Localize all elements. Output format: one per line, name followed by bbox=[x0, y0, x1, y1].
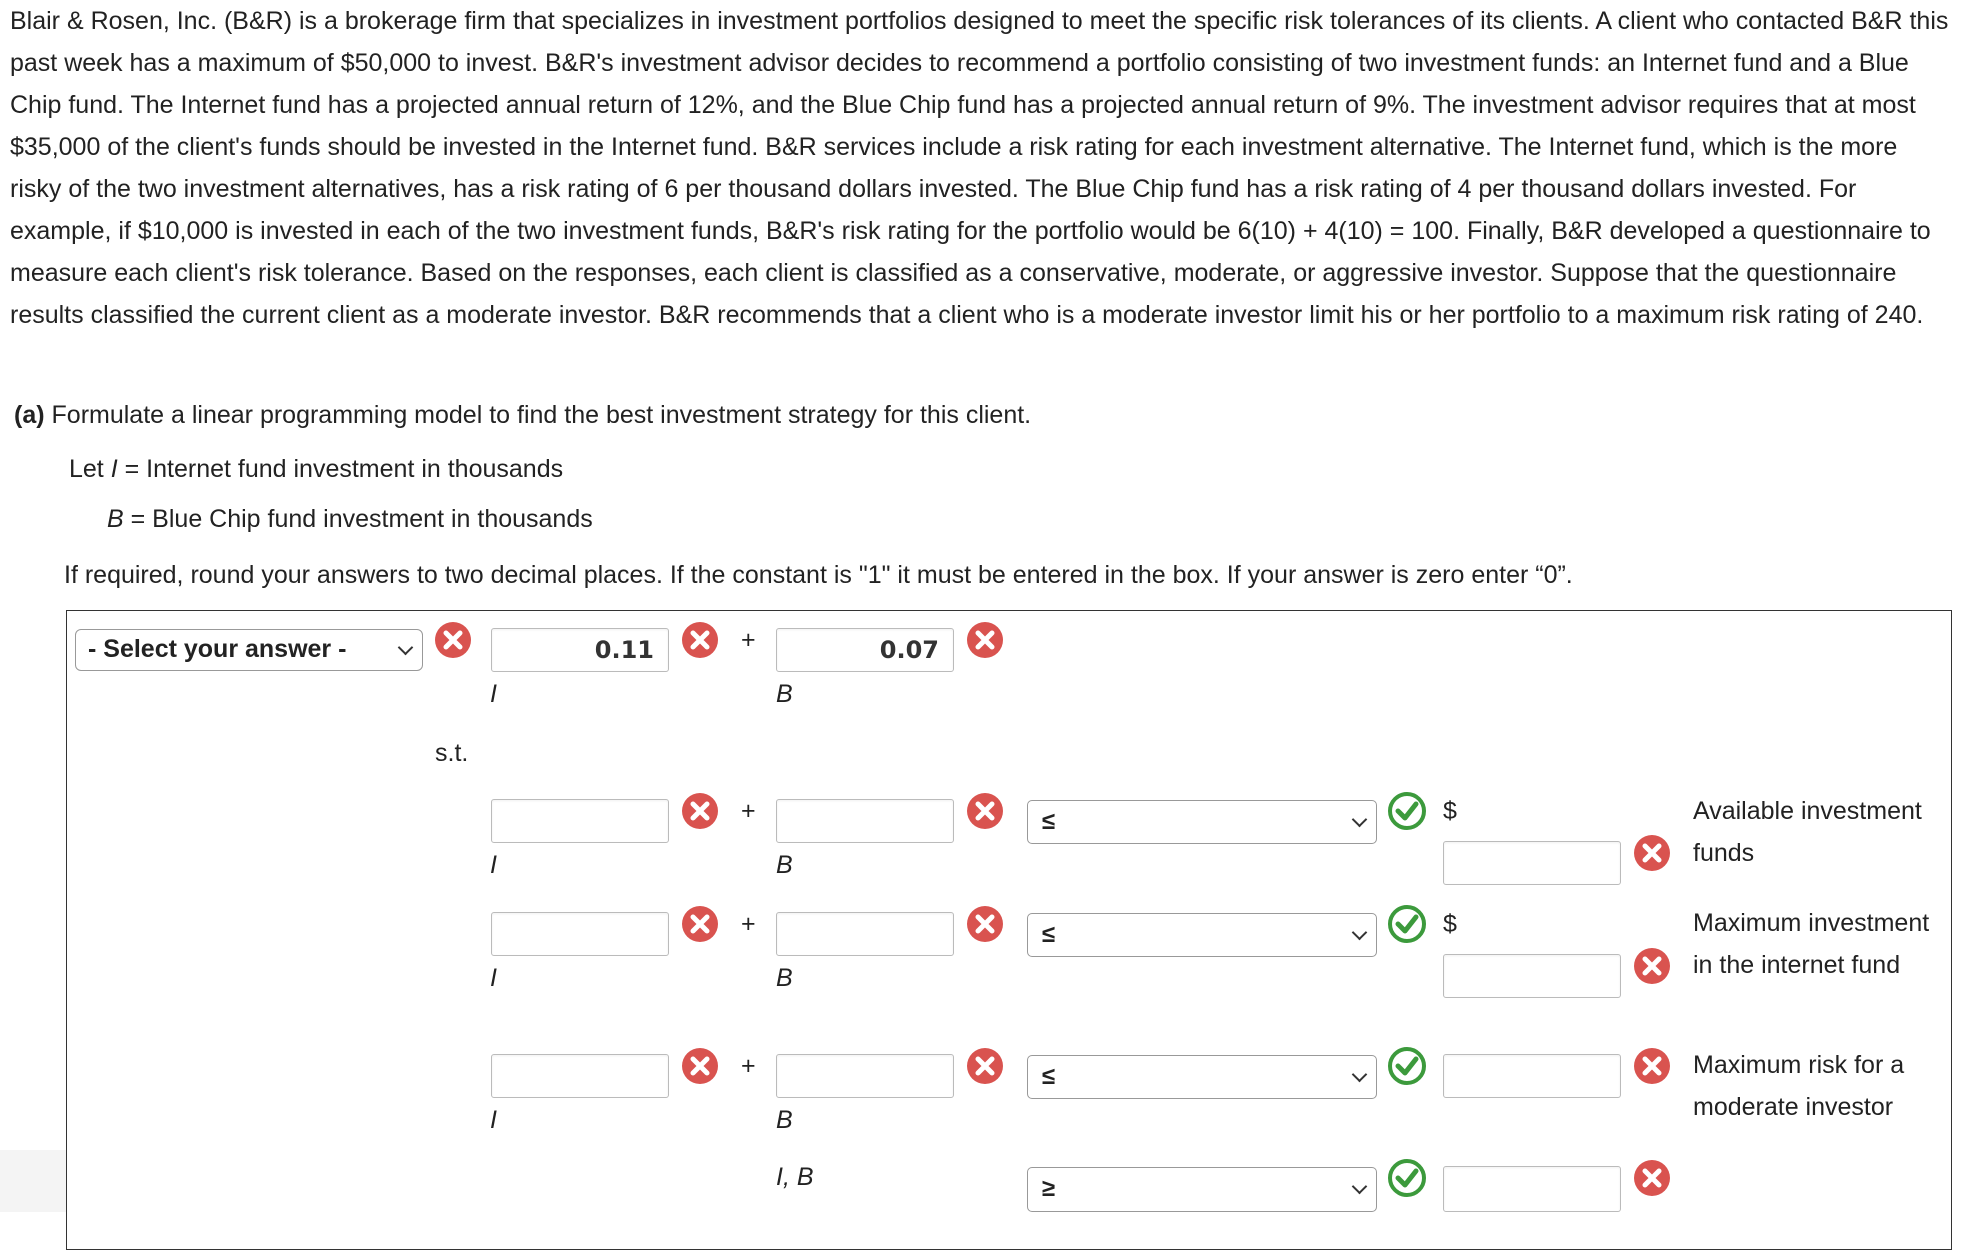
constraint1-relation-select[interactable]: ≤ bbox=[1027, 800, 1377, 844]
constraint1-description: Available investment funds bbox=[1693, 797, 1922, 867]
chevron-down-icon bbox=[1352, 812, 1368, 828]
objective-select[interactable]: - Select your answer - bbox=[75, 629, 423, 671]
chevron-down-icon bbox=[398, 640, 414, 656]
x-icon bbox=[680, 1046, 720, 1086]
constraint2-description: Maximum investment in the internet fund bbox=[1693, 909, 1930, 979]
x-icon bbox=[1632, 833, 1672, 873]
check-icon bbox=[1387, 904, 1427, 944]
x-icon bbox=[680, 620, 720, 660]
let-i-line: Let I = Internet fund investment in thousands bbox=[69, 455, 564, 483]
x-icon bbox=[680, 791, 720, 831]
objective-i-coef-input[interactable]: 0.11 bbox=[491, 628, 669, 672]
var-i-label: I bbox=[490, 1106, 497, 1134]
question-text: Formulate a linear programming model to find the best investment strategy for this client. bbox=[51, 401, 1032, 429]
var-i-label: I bbox=[490, 964, 497, 992]
constraint2-rhs-input[interactable] bbox=[1443, 954, 1621, 998]
model-panel bbox=[66, 610, 1952, 1250]
var-b-label: B bbox=[776, 680, 793, 708]
constraint3-b-input[interactable] bbox=[776, 1054, 954, 1098]
constraint3-description: Maximum risk for a moderate investor bbox=[1693, 1051, 1905, 1121]
check-icon bbox=[1387, 1158, 1427, 1198]
x-icon bbox=[965, 620, 1005, 660]
objective-b-coef-input[interactable]: 0.07 bbox=[776, 628, 954, 672]
x-icon bbox=[965, 1046, 1005, 1086]
plus-sign: + bbox=[741, 626, 756, 654]
instructions: If required, round your answers to two decimal places. If the constant is "1" it must be entered in the box. If your answer is zero enter “0”. bbox=[64, 561, 1573, 589]
constraint2-b-input[interactable] bbox=[776, 912, 954, 956]
constraint1-rhs-input[interactable] bbox=[1443, 841, 1621, 885]
var-b-label: B bbox=[776, 1106, 793, 1134]
check-icon bbox=[1387, 1046, 1427, 1086]
x-icon bbox=[433, 620, 473, 660]
constraint3-rhs-input[interactable] bbox=[1443, 1054, 1621, 1098]
constraint2-i-input[interactable] bbox=[491, 912, 669, 956]
chevron-down-icon bbox=[1352, 1179, 1368, 1195]
x-icon bbox=[965, 791, 1005, 831]
constraint1-b-input[interactable] bbox=[776, 799, 954, 843]
st-label: s.t. bbox=[435, 739, 469, 767]
chevron-down-icon bbox=[1352, 1067, 1368, 1083]
nonneg-relation-select[interactable]: ≥ bbox=[1027, 1167, 1377, 1212]
nonneg-vars-label: I, B bbox=[776, 1163, 814, 1191]
question-a bbox=[14, 401, 1031, 430]
x-icon bbox=[1632, 1046, 1672, 1086]
var-i-label: I bbox=[490, 851, 497, 879]
constraint3-i-input[interactable] bbox=[491, 1054, 669, 1098]
var-i-label: I bbox=[490, 680, 497, 708]
constraint2-relation-select[interactable]: ≤ bbox=[1027, 913, 1377, 957]
x-icon bbox=[965, 904, 1005, 944]
chevron-down-icon bbox=[1352, 925, 1368, 941]
x-icon bbox=[680, 904, 720, 944]
dollar-sign: $ bbox=[1443, 910, 1457, 938]
var-b-label: B bbox=[776, 964, 793, 992]
nonneg-rhs-input[interactable] bbox=[1443, 1166, 1621, 1212]
plus-sign: + bbox=[741, 797, 756, 825]
let-b-line: B = Blue Chip fund investment in thousands bbox=[107, 505, 593, 533]
plus-sign: + bbox=[741, 910, 756, 938]
problem-paragraph: Blair & Rosen, Inc. (B&R) is a brokerage firm that specializes in investment portfolios designed to meet the specific risk tolerances of its clients. A client who contacted B&R this past week has a maximum of $50,000 to invest. B&R's investment advisor decides to recommend a portfolio consisting of two investment funds: an Internet fund and a Blue Chip fund. The Internet fund has a projected annual return of 12%, and the Blue Chip fund has a projected annual return of 9%. The investment advisor requires that at most $35,000 of the client's funds should be invested in the Internet fund. B&R services include a risk rating for each investment alternative. The Internet fund, which is the more risky of the two investment alternatives, has a risk rating of 6 per thousand dollars invested. The Blue Chip fund has a risk rating of 4 per thousand dollars invested. For example, if $10,000 is invested in each of the two investment funds, B&R's risk rating for the portfolio would be 6(10) + 4(10) = 100. Finally, B&R developed a questionnaire to measure each client's risk tolerance. Based on the responses, each client is classified as a conservative, moderate, or aggressive investor. Suppose that the questionnaire results classified the current client as a moderate investor. B&R recommends that a client who is a moderate investor limit his or her portfolio to a maximum risk rating of 240. bbox=[10, 7, 1949, 329]
var-b-label: B bbox=[776, 851, 793, 879]
plus-sign: + bbox=[741, 1052, 756, 1080]
dollar-sign: $ bbox=[1443, 797, 1457, 825]
constraint3-relation-select[interactable]: ≤ bbox=[1027, 1055, 1377, 1099]
x-icon bbox=[1632, 946, 1672, 986]
constraint1-i-input[interactable] bbox=[491, 799, 669, 843]
x-icon bbox=[1632, 1158, 1672, 1198]
question-label: (a) bbox=[14, 401, 45, 429]
bottom-left-shade bbox=[0, 1150, 66, 1212]
check-icon bbox=[1387, 791, 1427, 831]
